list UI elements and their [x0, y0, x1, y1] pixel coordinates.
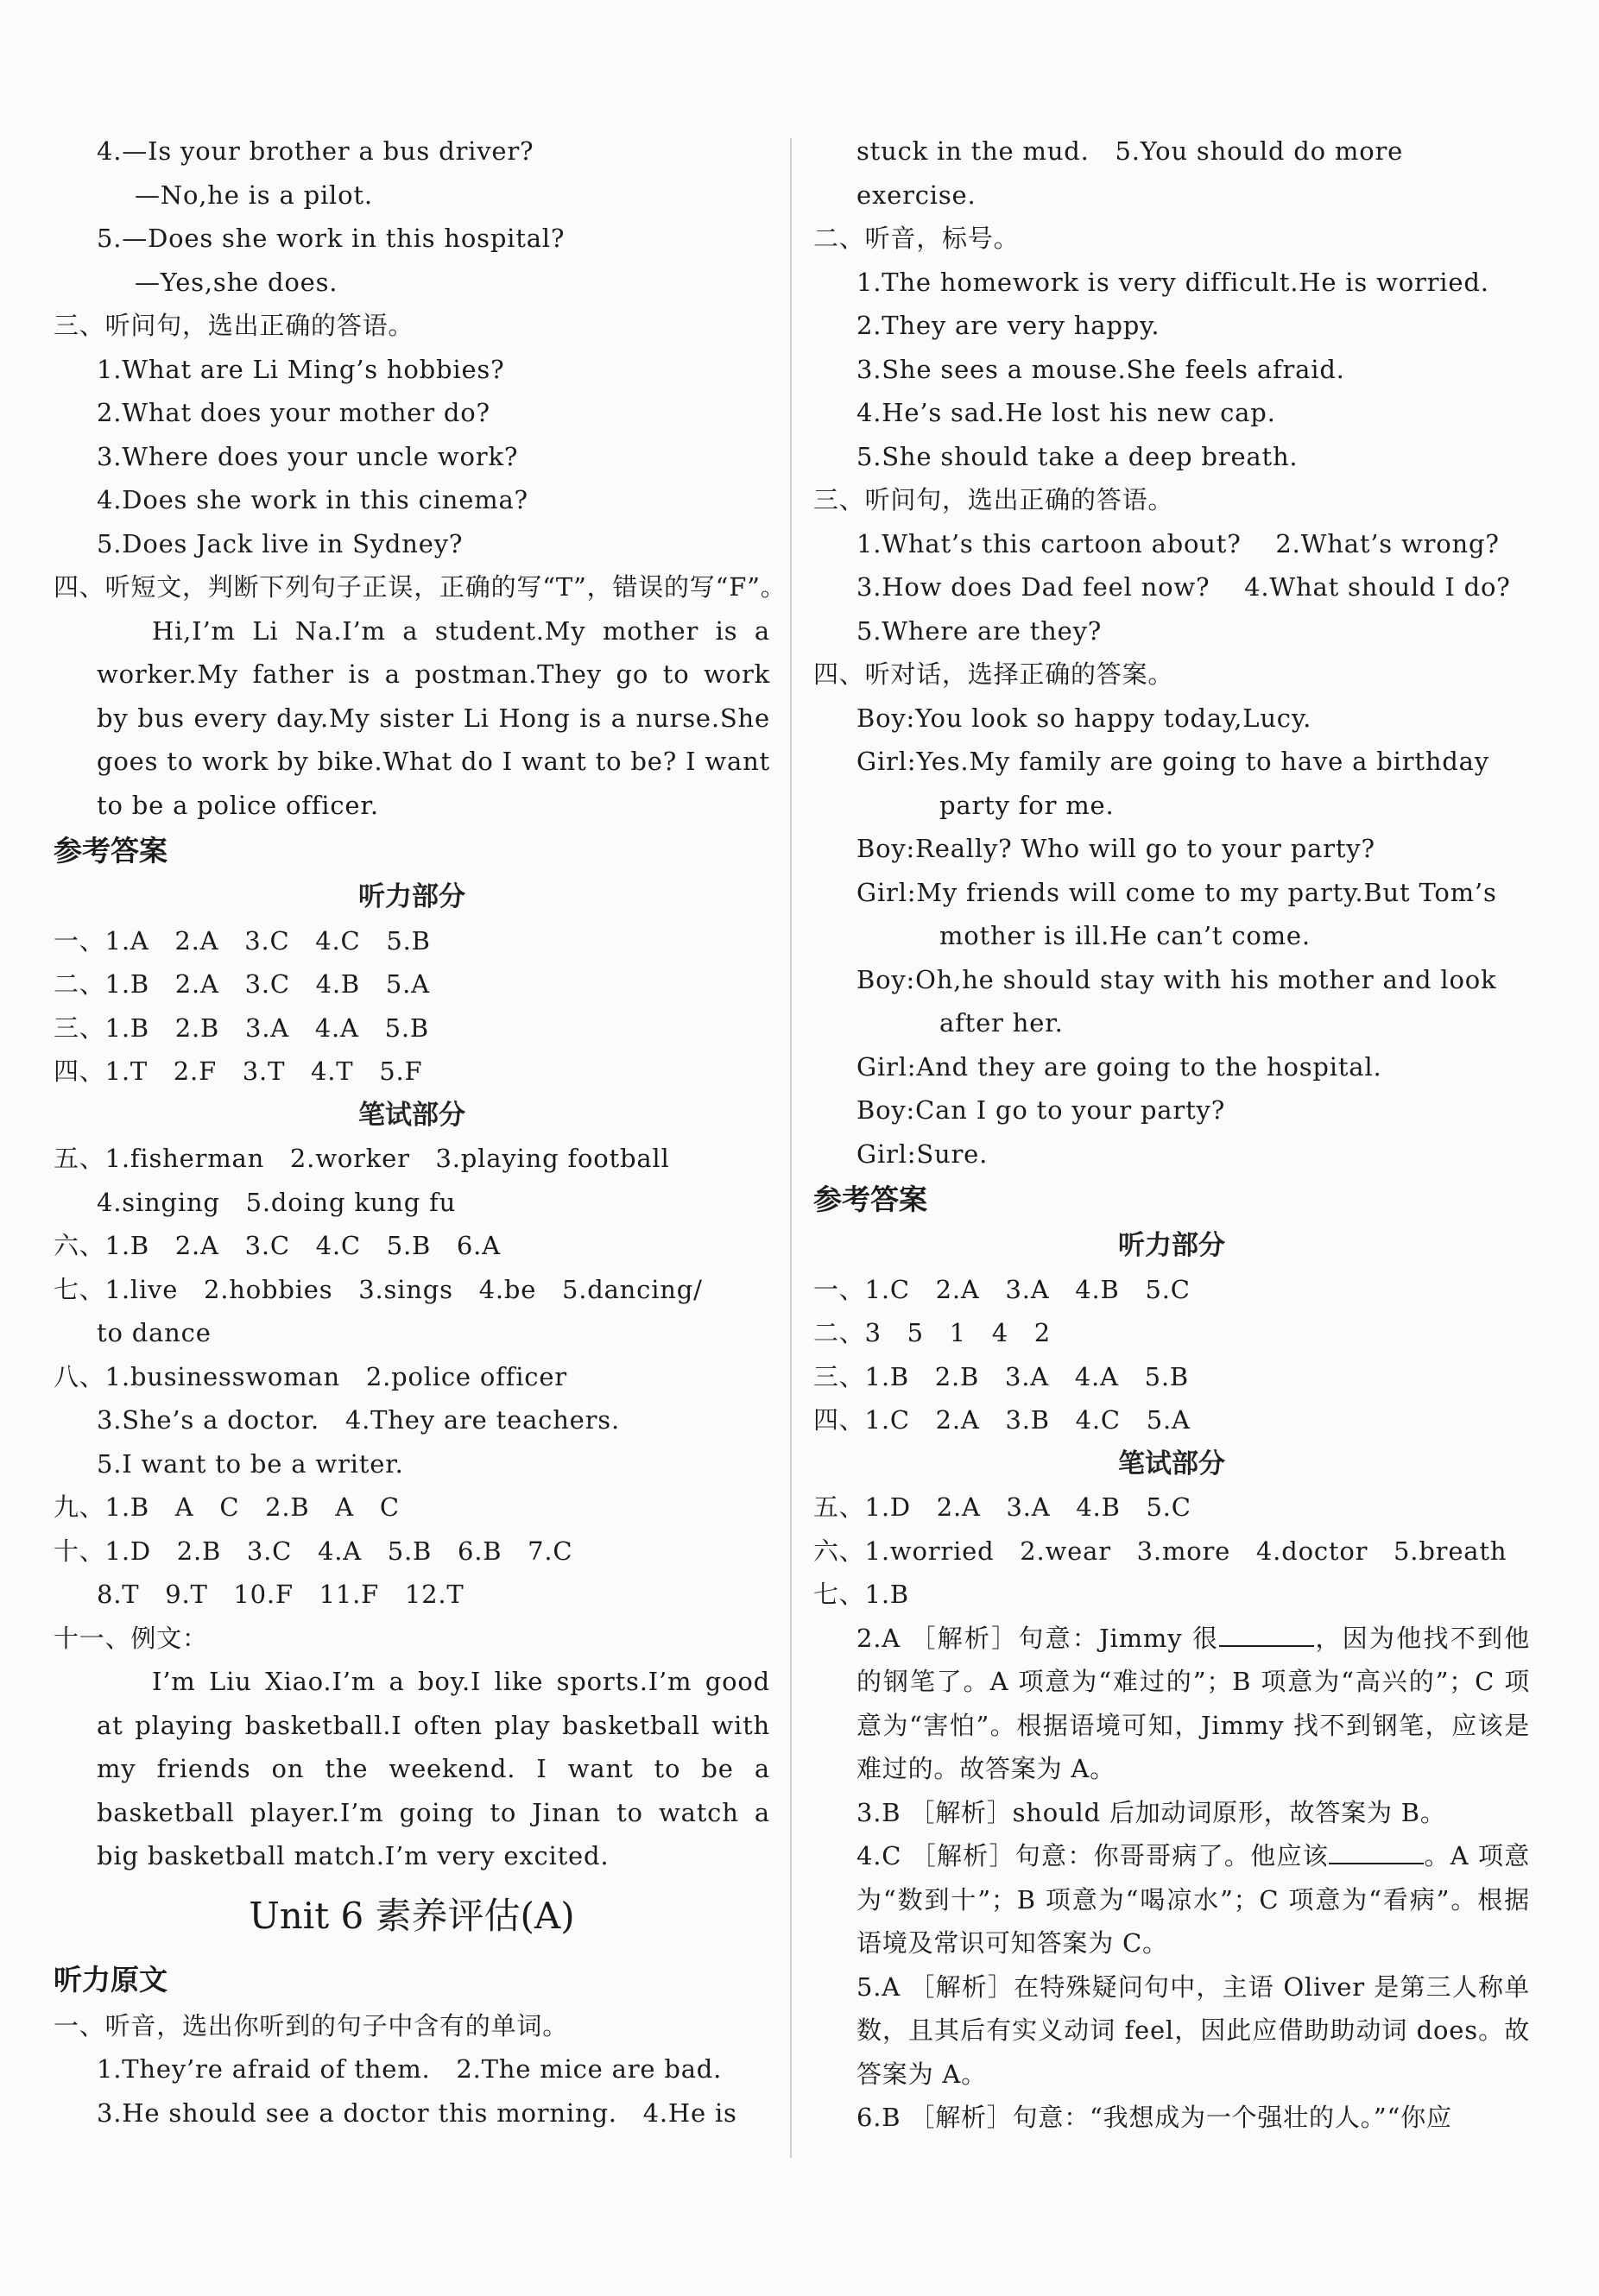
answer-line: 四、1.T 2.F 3.T 4.T 5.F [54, 1057, 423, 1086]
answer-line: 5.I want to be a writer. [97, 1448, 404, 1479]
explanation-text: ，因为他找不到他的钢笔了。A 项意为“难过的”；B 项意为“高兴的”；C 项意为“害怕”。根据语境可知，Jimmy 找不到钢笔，应该是难过的。故答案为 A。 [856, 1623, 1531, 1783]
question-item: 2.What does your mother do? [97, 398, 490, 427]
script-line: 2.They are very happy. [856, 311, 1160, 340]
script-line: 1.They’re afraid of them. 2.The mice are bad. [97, 2054, 723, 2084]
dialogue-line: —No,he is a pilot. [135, 180, 373, 210]
answer-line: 五、1.D 2.A 3.A 4.B 5.C [813, 1492, 1191, 1522]
answer-line: 三、1.B 2.B 3.A 4.A 5.B [813, 1361, 1189, 1391]
dialogue-line: —Yes,she does. [135, 267, 338, 297]
listening-script-heading: 听力原文 [54, 1962, 167, 1996]
answer-line: 8.T 9.T 10.F 11.F 12.T [97, 1580, 465, 1609]
question-item: 3.How does Dad feel now? 4.What should I do? [856, 572, 1511, 602]
question-item: 1.What’s this cartoon about? 2.What’s wrong? [856, 528, 1500, 558]
answer-line: 五、1.fisherman 2.worker 3.playing football [54, 1144, 670, 1173]
sample-essay: I’m Liu Xiao.I’m a boy.I like sports.I’m good at playing basketball.I often play basketball with my friends on the weekend. I want to be a basketball player.I’m going to Jinan to watch a big basketball match.I’m very excited. [97, 1667, 770, 1870]
dialogue-line: Boy:Can I go to your party? [856, 1095, 1226, 1125]
listening-part-heading: 听力部分 [358, 881, 465, 912]
section-heading: 四、听短文，判断下列句子正误，正确的写“T”，错误的写“F”。 [54, 572, 787, 602]
writing-part-heading: 笔试部分 [1118, 1448, 1225, 1479]
dialogue-line: Girl:Yes.My family are going to have a birthday party for me. [856, 747, 1489, 820]
answer-line: 七、1.B [813, 1580, 909, 1609]
section-heading: 四、听对话，选择正确的答案。 [813, 659, 1174, 689]
script-line: 3.He should see a doctor this morning. 4.He is [97, 2097, 737, 2128]
script-line: 4.He’s sad.He lost his new cap. [856, 398, 1276, 427]
explanation-text: 4.C ［解析］句意：你哥哥病了。他应该 [856, 1841, 1329, 1870]
section-heading: 三、听问句，选出正确的答语。 [54, 311, 414, 340]
dialogue-line: Boy:Oh,he should stay with his mother and look after her. [856, 964, 1497, 1038]
question-item: 1.What are Li Ming’s hobbies? [97, 354, 505, 384]
question-item: 4.Does she work in this cinema? [97, 485, 528, 514]
unit-title: Unit 6 素养评估(A) [249, 1894, 575, 1937]
answer-line: 十、1.D 2.B 3.C 4.A 5.B 6.B 7.C [54, 1536, 573, 1566]
dialogue-line: 4.—Is your brother a bus driver? [97, 136, 534, 166]
explanation-item: 3.B ［解析］should 后加动词原形，故答案为 B。 [856, 1797, 1446, 1827]
answer-line: 四、1.C 2.A 3.B 4.C 5.A [813, 1405, 1191, 1435]
explanation-text: 2.A ［解析］句意：Jimmy 很 [856, 1623, 1220, 1653]
answer-line: 二、3 5 1 4 2 [813, 1318, 1052, 1347]
column-divider [790, 138, 792, 2158]
script-line: 5.She should take a deep breath. [856, 441, 1299, 471]
explanation-text: 。A 项意为“数到十”；B 项意为“喝凉水”；C 项意为“看病”。根据语境及常识可知答案为 C。 [856, 1841, 1531, 1958]
section-heading: 三、听问句，选出正确的答语。 [813, 485, 1174, 514]
answer-line: 六、1.B 2.A 3.C 4.C 5.B 6.A [54, 1231, 501, 1260]
answer-line: 4.singing 5.doing kung fu [97, 1187, 457, 1217]
script-line: 3.She sees a mouse.She feels afraid. [856, 354, 1345, 384]
question-item: 5.Where are they? [856, 615, 1103, 646]
explanation-item: 6.B ［解析］句意：“我想成为一个强壮的人。”“你应 [856, 2103, 1452, 2132]
script-line: stuck in the mud. 5.You should do more [856, 136, 1404, 166]
question-item: 3.Where does your uncle work? [97, 441, 519, 471]
answer-line: 十一、例文： [54, 1623, 208, 1653]
answer-line: 二、1.B 2.A 3.C 4.B 5.A [54, 969, 430, 999]
explanation-item [813, 1617, 1530, 1791]
question-item: 5.Does Jack live in Sydney? [97, 528, 464, 558]
dialogue-line: Boy:You look so happy today,Lucy. [856, 703, 1312, 733]
listening-passage: Hi,I’m Li Na.I’m a student.My mother is a worker.My father is a postman.They go to work by bus every day.My sister Li Hong is a nurse.She goes to work by bike.What do I want to be? I want to be a police officer. [97, 615, 770, 820]
answer-key-heading: 参考答案 [54, 834, 167, 867]
listening-part-heading: 听力部分 [1118, 1230, 1225, 1261]
dialogue-line: Girl:Sure. [856, 1139, 989, 1169]
answer-blank [1219, 1624, 1314, 1647]
dialogue-line: Boy:Really? Who will go to your party? [856, 834, 1375, 863]
answer-key-heading: 参考答案 [813, 1183, 927, 1216]
writing-part-heading: 笔试部分 [358, 1099, 465, 1131]
explanation-item: 5.A ［解析］在特殊疑问句中，主语 Oliver 是第三人称单数，且其后有实义动词 feel，因此应借助助动词 does。故答案为 A。 [856, 1971, 1530, 2089]
explanation-item [813, 1834, 1530, 1965]
answer-line: 六、1.worried 2.wear 3.more 4.doctor 5.breath [813, 1536, 1507, 1566]
answer-line: 三、1.B 2.B 3.A 4.A 5.B [54, 1012, 429, 1043]
answer-line: 八、1.businesswoman 2.police officer [54, 1361, 567, 1391]
answer-line: 一、1.A 2.A 3.C 4.C 5.B [54, 925, 431, 956]
answer-blank [1329, 1842, 1424, 1864]
section-heading: 二、听音，标号。 [813, 224, 1020, 253]
answer-line: 九、1.B A C 2.B A C [54, 1492, 400, 1522]
answer-line: 七、1.live 2.hobbies 3.sings 4.be 5.dancing/ [54, 1274, 703, 1304]
answer-line: 3.She’s a doctor. 4.They are teachers. [97, 1405, 621, 1435]
dialogue-line: Girl:My friends will come to my party.But Tom’s mother is ill.He can’t come. [856, 877, 1497, 950]
dialogue-line: Girl:And they are going to the hospital. [856, 1051, 1382, 1082]
script-line: 1.The homework is very difficult.He is worried. [856, 267, 1489, 297]
script-line: exercise. [856, 180, 976, 210]
dialogue-line: 5.—Does she work in this hospital? [97, 224, 566, 253]
left-column [54, 129, 787, 2135]
answer-line: 一、1.C 2.A 3.A 4.B 5.C [813, 1274, 1191, 1304]
right-column [813, 129, 1530, 2140]
answer-line: to dance [97, 1318, 212, 1347]
section-heading: 一、听音，选出你听到的句子中含有的单词。 [54, 2010, 569, 2041]
